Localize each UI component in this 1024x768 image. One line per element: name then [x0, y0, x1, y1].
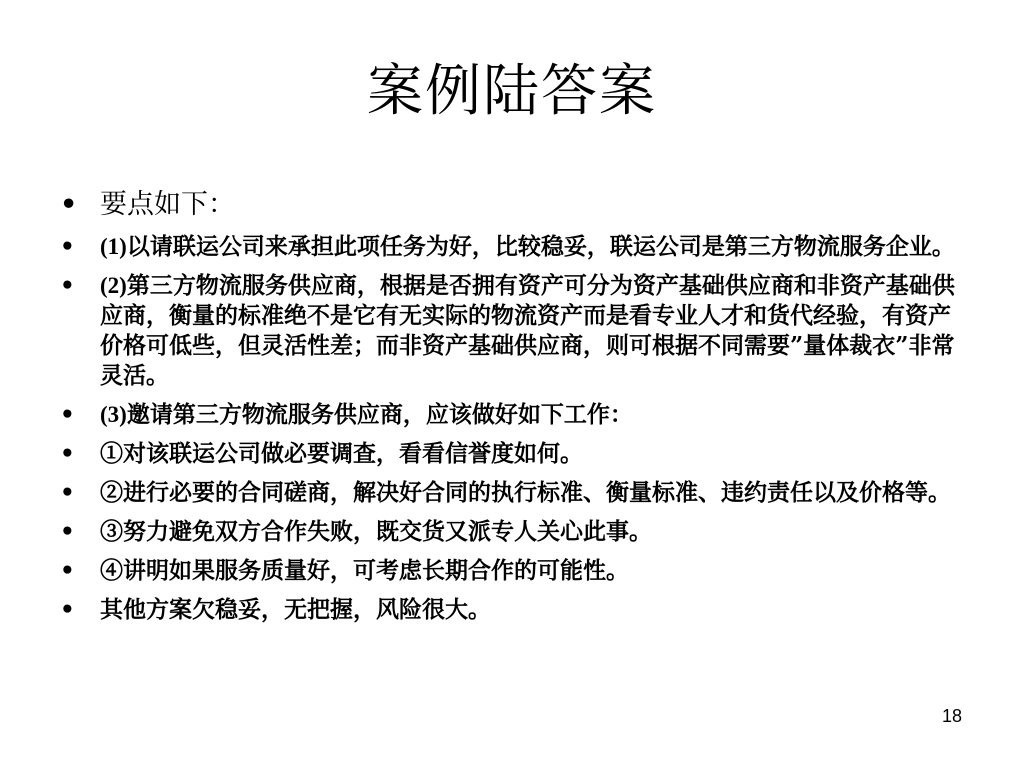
bullet-icon: • — [60, 519, 75, 545]
bullet-list — [60, 188, 970, 634]
bullet-text: 邀请第三方物流服务供应商，应该做好如下工作： — [126, 401, 633, 428]
bullet-text: 要点如下： — [100, 189, 235, 220]
bullet-icon: • — [60, 480, 75, 506]
bullet-text: ④讲明如果服务质量好，可考虑长期合作的可能性。 — [100, 557, 629, 584]
bullet-item — [60, 595, 970, 625]
bullet-number: (1) — [100, 234, 127, 259]
bullet-number: (3) — [100, 402, 127, 427]
bullet-item — [60, 232, 970, 262]
bullet-text: ②进行必要的合同磋商，解决好合同的执行标准、衡量标准、违约责任以及价格等。 — [100, 479, 951, 506]
bullet-icon: • — [60, 558, 75, 584]
bullet-item — [60, 517, 970, 547]
bullet-text: 以请联运公司来承担此项任务为好，比较稳妥，联运公司是第三方物流服务企业。 — [126, 233, 955, 260]
bullet-icon: • — [60, 597, 75, 623]
bullet-item — [60, 400, 970, 430]
bullet-number: (2) — [100, 273, 127, 298]
bullet-item — [60, 556, 970, 586]
bullet-text: ③努力避免双方合作失败，既交货又派专人关心此事。 — [100, 518, 652, 545]
bullet-item — [60, 439, 970, 469]
bullet-icon: • — [60, 234, 75, 260]
bullet-item — [60, 478, 970, 508]
bullet-item — [60, 271, 970, 391]
bullet-icon: • — [60, 273, 75, 299]
bullet-icon: • — [60, 441, 75, 467]
bullet-item — [60, 188, 970, 222]
bullet-text: ①对该联运公司做必要调查，看看信誉度如何。 — [100, 440, 583, 467]
bullet-icon: • — [60, 402, 75, 428]
bullet-icon: • — [60, 189, 78, 220]
bullet-text: 第三方物流服务供应商，根据是否拥有资产可分为资产基础供应商和非资产基础供应商，衡量的标准绝不是它有无实际的物流资产而是看专业人才和货代经验，有资产价格可低些，但灵活性差；而非资产基础供应商，则可根据不同需要”量体裁衣”非常灵活。 — [100, 272, 955, 389]
bullet-text: 其他方案欠稳妥，无把握，风险很大。 — [100, 596, 491, 623]
slide-title: 案例陆答案 — [367, 59, 657, 124]
page-number: 18 — [941, 706, 962, 726]
